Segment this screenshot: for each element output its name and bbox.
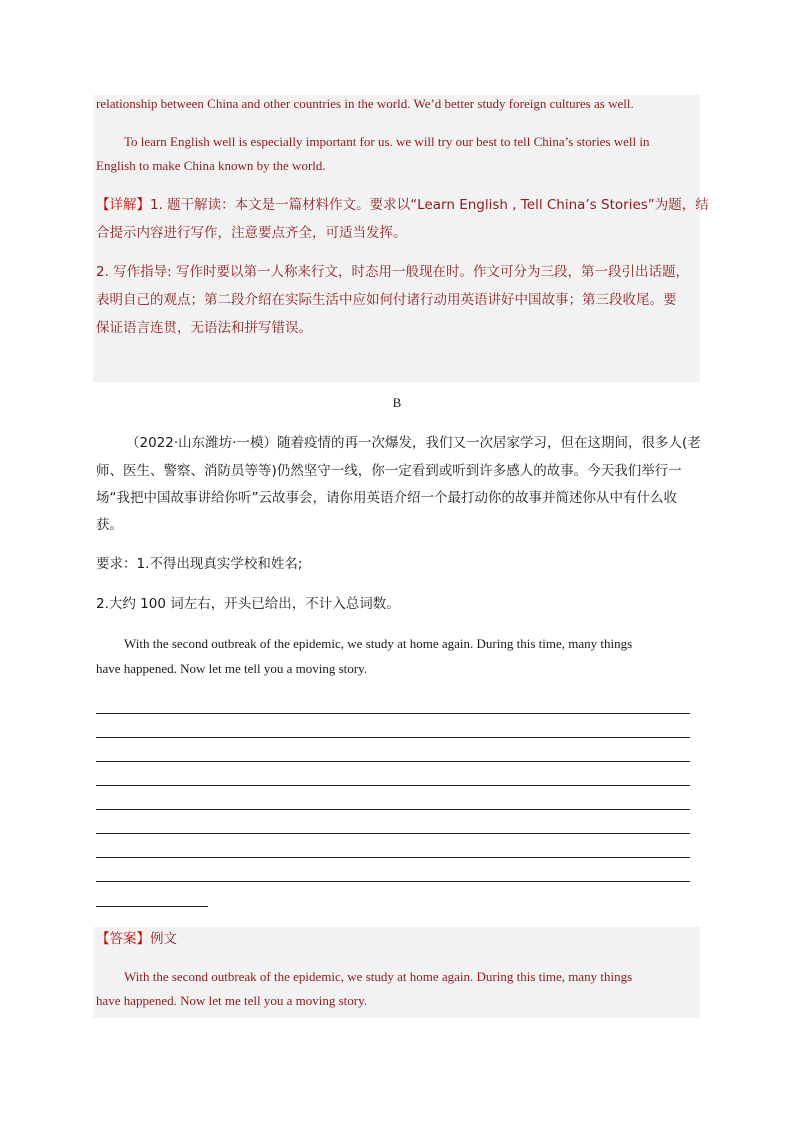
writing-line[interactable] [96,809,690,810]
answer-text: With the second outbreak of the epidemic, we study at home again. During this time, many things [124,969,633,984]
writing-line[interactable] [96,737,690,738]
given-start-text: With the second outbreak of the epidemic, we study at home again. During this time, many things [124,636,633,651]
requirement-text: 要求：1.不得出现真实学校和姓名; [96,556,303,572]
detail-paragraph [96,195,709,215]
writing-line[interactable] [96,857,690,858]
answer-tag: 【答案】 [96,931,150,947]
prompt-text: 获。 [96,517,123,533]
guide-text: 表明自己的观点；第二段介绍在实际生活中应如何付诸行动用英语讲好中国故事；第三段收尾。要 [96,292,677,308]
writing-line[interactable] [96,785,690,786]
guide-text: 保证语言连贯，无语法和拼写错误。 [96,320,312,336]
writing-line[interactable] [96,761,690,762]
writing-line[interactable] [96,881,690,882]
essay-line: relationship between China and other countries in the world. We’d better study foreign cultures as well. [96,96,634,111]
prompt-text: 场“我把中国故事讲给你听”云故事会，请你用英语介绍一个最打动你的故事并简述你从中有什么收 [96,490,677,506]
writing-line[interactable] [96,833,690,834]
detail-text: 1. 题干解读：本文是一篇材料作文。要求以“Learn English , Tell China’s Stories”为题，结 [150,197,709,213]
writing-line[interactable] [96,713,690,714]
answer-text: have happened. Now let me tell you a moving story. [96,993,368,1008]
answer-heading [96,929,696,949]
prompt-text: 师、医生、警察、消防员等等)仍然坚守一线，你一定看到或听到许多感人的故事。今天我们举行一 [96,463,682,479]
essay-line: To learn English well is especially important for us. we will try our best to tell China’s stories well in [124,134,650,149]
section-heading: B [392,395,402,410]
essay-line: English to make China known by the world. [96,158,326,173]
requirement-text: 2.大约 100 词左右，开头已给出，不计入总词数。 [96,596,400,612]
prompt-text: （2022·山东潍坊·一模）随着疫情的再一次爆发，我们又一次居家学习，但在这期间，很多人(老 [126,435,701,451]
writing-line-short[interactable] [96,906,208,907]
detail-tag: 【详解】 [96,197,150,213]
guide-text: 2. 写作指导: 写作时要以第一人称来行文，时态用一般现在时。作文可分为三段，第一段引出话题， [96,264,690,280]
given-start-text: have happened. Now let me tell you a moving story. [96,661,368,676]
detail-text: 合提示内容进行写作，注意要点齐全，可适当发挥。 [96,225,407,241]
answer-label: 例文 [150,931,177,947]
